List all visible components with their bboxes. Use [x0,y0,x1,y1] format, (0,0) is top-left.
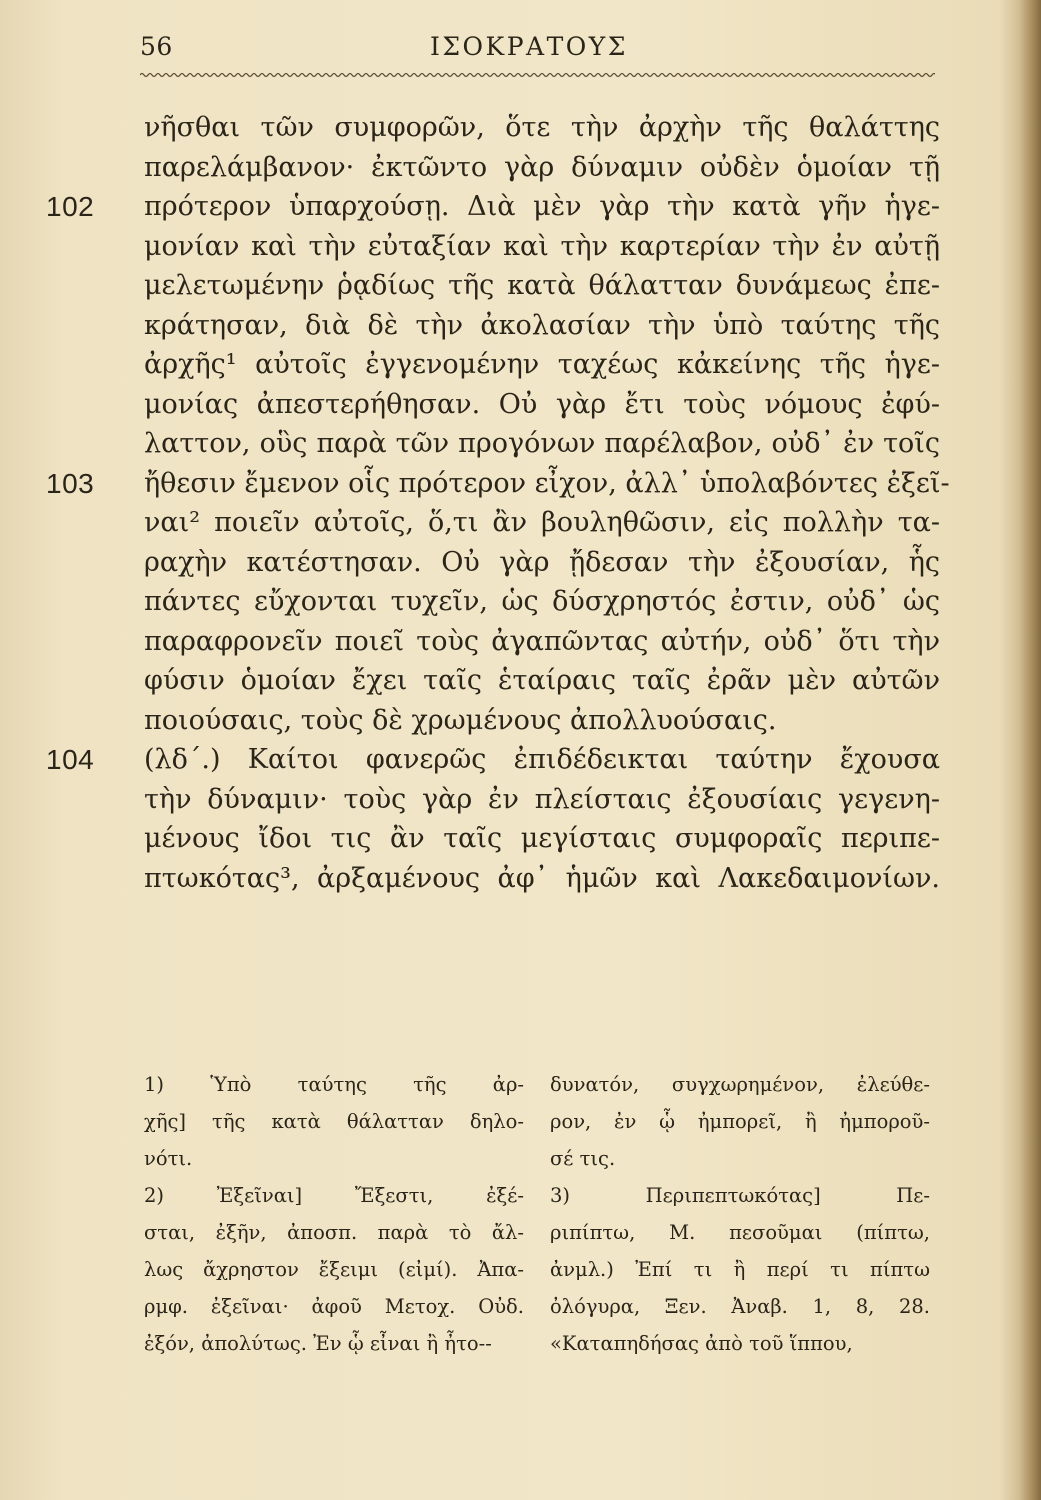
text-line [144,859,940,899]
text-line [144,780,940,820]
text-line-content: νῆσθαι τῶν συμφορῶν, ὅτε τὴν ἀρχὴν τῆς θαλάττης [144,112,940,143]
text-line-content: φύσιν ὁμοίαν ἔχει ταῖς ἑταίραις ταῖς ἐρᾶν μὲν αὐτῶν [144,665,940,696]
text-line-content: ἀρχῆς¹ αὐτοῖς ἐγγενομένην ταχέως κἀκείνης τῆς ἡγε- [144,349,940,380]
footnote-line: 3) Περιπεπτωκότας] Πε- [550,1184,930,1207]
footnote-line: νότι. [144,1147,193,1170]
page-header [140,28,940,68]
text-line-content: παραφρονεῖν ποιεῖ τοὺς ἀγαπῶντας αὐτήν, οὐδ᾽ ὅτι τὴν [144,625,940,657]
section-number: 102 [46,191,95,222]
text-line-content: μονίας ἀπεστερήθησαν. Οὐ γὰρ ἔτι τοὺς νόμους ἐφύ- [144,388,940,420]
text-line-content: ναι² ποιεῖν αὐτοῖς, ὅ,τι ἂν βουληθῶσιν, εἰς πολλὴν τα- [144,507,940,538]
footnote-line: λως ἄχρηστον ἔξειμι (εἰμί). Ἀπα- [144,1258,524,1281]
text-line [144,345,940,385]
text-line [144,819,940,859]
text-line [144,148,940,188]
footnotes-right-column [550,1066,930,1362]
page-gutter-shadow [1019,0,1041,1500]
footnotes-left-column [144,1066,524,1362]
text-line [46,464,950,504]
footnote-line: σται, ἐξῆν, ἀποσπ. παρὰ τὸ ἄλ- [144,1221,524,1244]
footnote-line: ρον, ἐν ᾧ ἠμπορεῖ, ἢ ἠμποροῦ- [550,1110,930,1133]
text-line-content: μονίαν καὶ τὴν εὐταξίαν καὶ τὴν καρτερίαν τὴν ἐν αὐτῇ [144,230,940,262]
text-line-content: κράτησαν, διὰ δὲ τὴν ἀκολασίαν τὴν ὑπὸ ταύτης τῆς [144,309,940,341]
text-line [144,227,940,267]
footnote-line: ρμφ. ἐξεῖναι· ἀφοῦ Μετοχ. Οὐδ. [144,1295,524,1318]
text-line [144,424,940,464]
footnote-line: 1) Ὑπὸ ταύτης τῆς ἀρ- [144,1073,524,1096]
text-line [46,740,940,780]
text-line-content: μένους ἴδοι τις ἂν ταῖς μεγίσταις συμφοραῖς περιπε- [144,823,940,854]
text-line [144,582,940,622]
footnote-line: 2) Ἐξεῖναι] Ἔξεστι, ἐξέ- [144,1184,524,1207]
text-line [144,108,940,148]
footnote-line: σέ τις. [550,1147,616,1170]
text-line-content: πάντες εὔχονται τυχεῖν, ὡς δύσχρηστός ἐστιν, οὐδ᾽ ὡς [144,586,940,617]
text-line-content: πτωκότας³, ἀρξαμένους ἀφ᾽ ἡμῶν καὶ Λακεδαιμονίων. [144,862,940,894]
text-line [46,187,940,227]
page-number: 56 [140,32,173,61]
section-number: 103 [46,467,95,499]
text-line [144,543,940,583]
footnote-line: ἐξόν, ἀπολύτως. Ἐν ᾧ εἶναι ἢ ἦτο-- [144,1332,492,1355]
text-line-content: ἤθεσιν ἔμενον οἷς πρότερον εἶχον, ἀλλ᾽ ὑπολαβόντες ἐξεῖ- [144,467,950,499]
section-number: 104 [46,744,95,775]
text-line-content: μελετωμένην ῥᾳδίως τῆς κατὰ θάλατταν δυνάμεως ἐπε- [144,270,940,301]
text-line [144,266,940,306]
text-line [144,503,940,543]
text-line [144,385,940,425]
text-line [144,306,940,346]
footnote-line: χῆς] τῆς κατὰ θάλατταν δηλο- [144,1110,524,1133]
footnote-line: ριπίπτω, Μ. πεσοῦμαι (πίπτω, [550,1221,930,1244]
footnote-line: «Καταπηδήσας ἀπὸ τοῦ ἵππου, [550,1332,853,1355]
text-line-content: παρελάμβανον· ἐκτῶντο γὰρ δύναμιν οὐδὲν ὁμοίαν τῇ [144,151,940,183]
text-line [144,701,940,741]
footnote-line: ὀλόγυρα, Ξεν. Ἀναβ. 1, 8, 28. [550,1295,930,1318]
running-head: ΙΣΟΚΡΑΤΟΥΣ [430,32,628,61]
text-line-content: λαττον, οὓς παρὰ τῶν προγόνων παρέλαβον, οὐδ᾽ ἐν τοῖς [144,428,940,459]
header-wavy-rule [140,72,935,78]
text-line-content: (λδ΄.) Καίτοι φανερῶς ἐπιδέδεικται ταύτην ἔχουσα [144,744,940,775]
text-line-content: ραχὴν κατέστησαν. Οὐ γὰρ ᾔδεσαν τὴν ἐξουσίαν, ἧς [144,546,940,578]
main-text [46,108,950,898]
text-line [144,661,940,701]
text-line-content: πρότερον ὑπαρχούσῃ. Διὰ μὲν γὰρ τὴν κατὰ γῆν ἡγε- [144,191,940,222]
text-line [144,622,940,662]
footnote-line: ἀνμλ.) Ἐπί τι ἢ περί τι πίπτω [550,1258,930,1281]
text-line-content: τὴν δύναμιν· τοὺς γὰρ ἐν πλείσταις ἐξουσίαις γεγενη- [144,783,940,815]
text-line-content: ποιούσαις, τοὺς δὲ χρωμένους ἀπολλυούσαις. [144,704,777,736]
footnote-line: δυνατόν, συγχωρημένον, ἐλεύθε- [550,1073,930,1096]
